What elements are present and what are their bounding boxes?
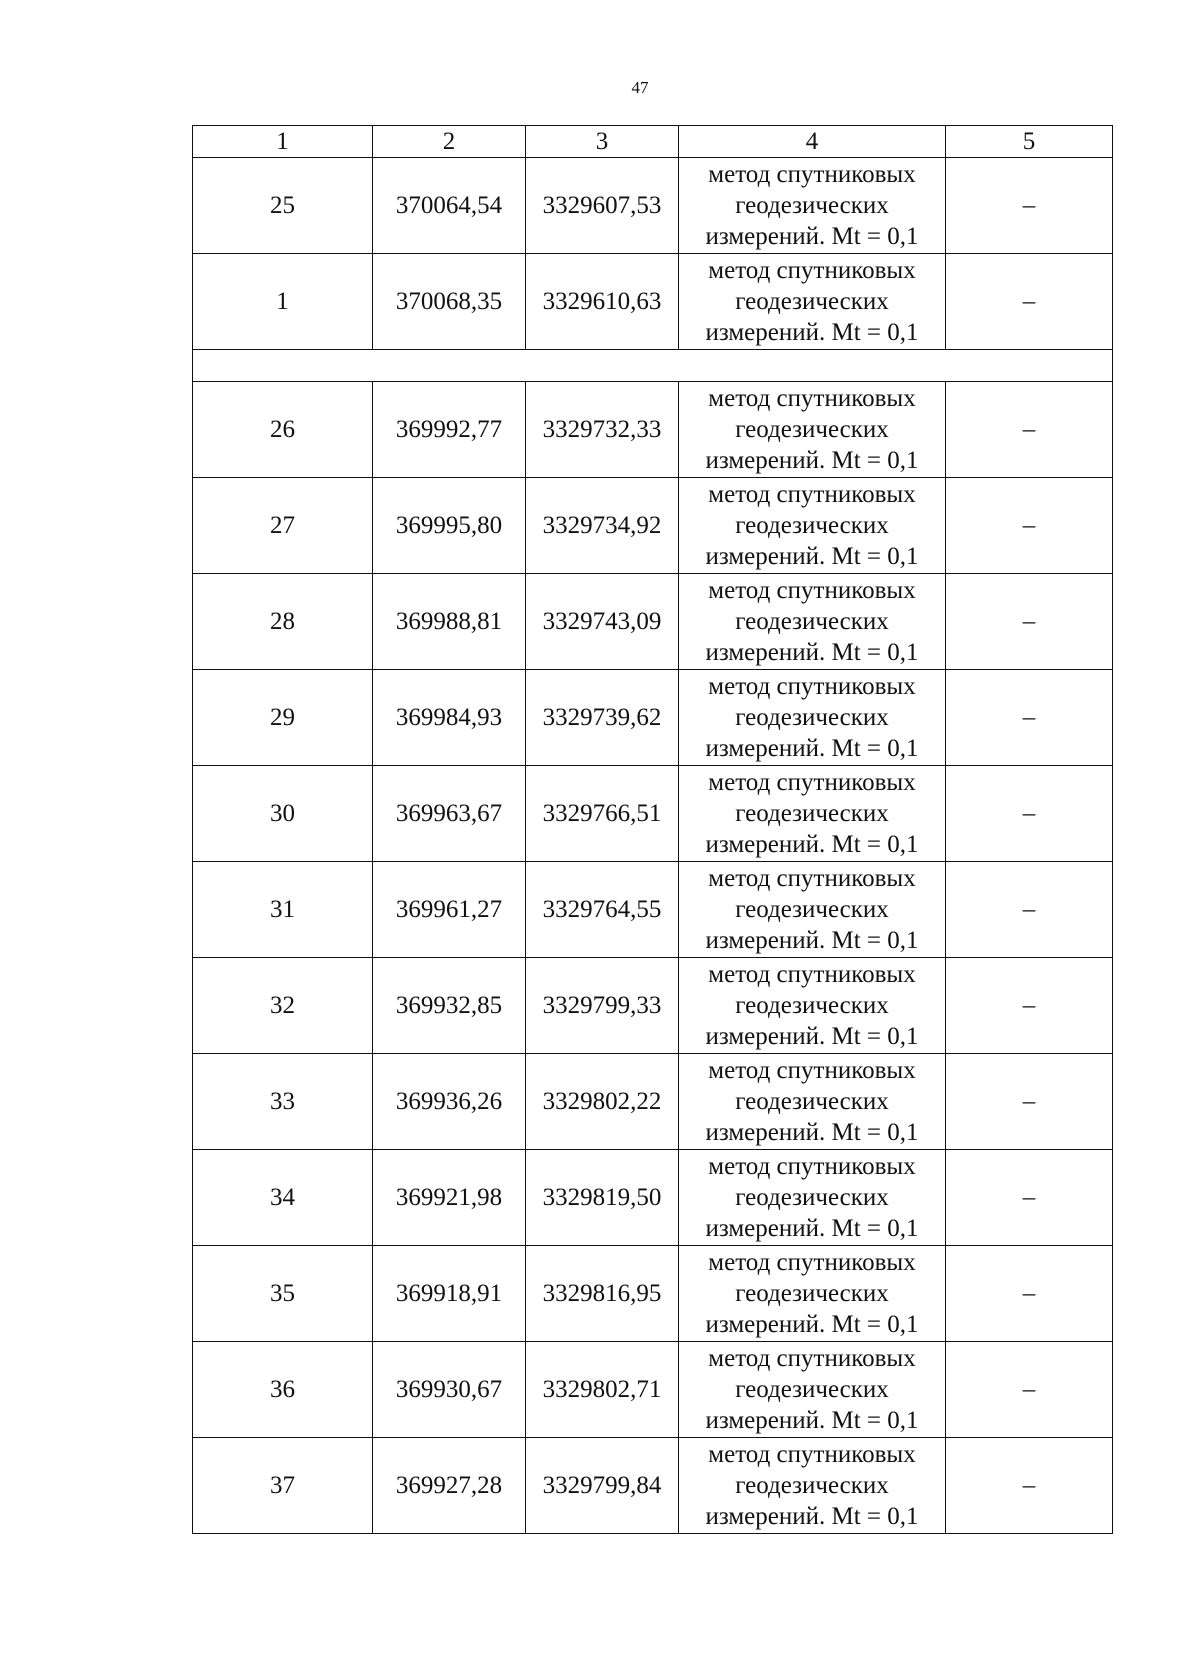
method-line: измерений. Mt = 0,1 (705, 831, 919, 858)
method-line: измерений. Mt = 0,1 (705, 543, 919, 570)
x-coordinate-cell: 369984,93 (373, 670, 526, 766)
x-coordinate-cell: 369963,67 (373, 766, 526, 862)
point-cell: 25 (193, 158, 373, 254)
method-line: измерений. Mt = 0,1 (705, 1119, 919, 1146)
page-number: 47 (631, 78, 649, 97)
coordinates-table (192, 125, 1113, 1534)
method-line: метод спутниковых (708, 673, 916, 700)
method-line: метод спутниковых (708, 1345, 916, 1372)
method-cell (679, 478, 946, 574)
x-coordinate-cell: 369918,91 (373, 1246, 526, 1342)
method-line: метод спутниковых (708, 385, 916, 412)
method-line: измерений. Mt = 0,1 (705, 223, 919, 250)
method-cell (679, 1246, 946, 1342)
y-coordinate-cell: 3329764,55 (526, 862, 679, 958)
y-coordinate-cell: 3329799,84 (526, 1438, 679, 1534)
header-cell-3: 3 (526, 126, 679, 158)
table-row (193, 1246, 1113, 1342)
method-cell (679, 1054, 946, 1150)
y-coordinate-cell: 3329802,22 (526, 1054, 679, 1150)
method-line: метод спутниковых (708, 257, 916, 284)
method-cell (679, 1150, 946, 1246)
table-row (193, 158, 1113, 254)
y-coordinate-cell: 3329766,51 (526, 766, 679, 862)
point-cell: 31 (193, 862, 373, 958)
x-coordinate-cell: 369988,81 (373, 574, 526, 670)
point-cell: 36 (193, 1342, 373, 1438)
method-cell (679, 670, 946, 766)
method-line: метод спутниковых (708, 961, 916, 988)
method-line: геодезических (735, 192, 889, 219)
method-cell (679, 254, 946, 350)
point-cell: 34 (193, 1150, 373, 1246)
point-cell: 32 (193, 958, 373, 1054)
method-line: измерений. Mt = 0,1 (705, 735, 919, 762)
note-cell: – (946, 1054, 1113, 1150)
y-coordinate-cell: 3329610,63 (526, 254, 679, 350)
table-row (193, 478, 1113, 574)
method-line: измерений. Mt = 0,1 (705, 1503, 919, 1530)
note-cell: – (946, 1246, 1113, 1342)
note-cell: – (946, 1150, 1113, 1246)
method-line: геодезических (735, 1088, 889, 1115)
header-row (193, 126, 1113, 158)
method-line: измерений. Mt = 0,1 (705, 639, 919, 666)
point-cell: 1 (193, 254, 373, 350)
method-line: метод спутниковых (708, 481, 916, 508)
x-coordinate-cell: 369927,28 (373, 1438, 526, 1534)
method-cell (679, 766, 946, 862)
method-line: геодезических (735, 992, 889, 1019)
method-line: метод спутниковых (708, 577, 916, 604)
separator-row (193, 350, 1113, 382)
point-cell: 29 (193, 670, 373, 766)
method-line: геодезических (735, 800, 889, 827)
method-cell (679, 862, 946, 958)
method-line: метод спутниковых (708, 865, 916, 892)
method-line: геодезических (735, 896, 889, 923)
header-cell-5: 5 (946, 126, 1113, 158)
y-coordinate-cell: 3329739,62 (526, 670, 679, 766)
point-cell: 30 (193, 766, 373, 862)
method-line: геодезических (735, 608, 889, 635)
separator-cell (193, 350, 1113, 382)
table-row (193, 766, 1113, 862)
y-coordinate-cell: 3329732,33 (526, 382, 679, 478)
note-cell: – (946, 958, 1113, 1054)
x-coordinate-cell: 369930,67 (373, 1342, 526, 1438)
method-line: измерений. Mt = 0,1 (705, 447, 919, 474)
x-coordinate-cell: 369936,26 (373, 1054, 526, 1150)
method-line: измерений. Mt = 0,1 (705, 1407, 919, 1434)
note-cell: – (946, 1438, 1113, 1534)
coordinates-table-body (193, 126, 1113, 1534)
x-coordinate-cell: 370068,35 (373, 254, 526, 350)
x-coordinate-cell: 370064,54 (373, 158, 526, 254)
method-line: геодезических (735, 512, 889, 539)
table-row (193, 574, 1113, 670)
x-coordinate-cell: 369995,80 (373, 478, 526, 574)
x-coordinate-cell: 369932,85 (373, 958, 526, 1054)
table-row (193, 1150, 1113, 1246)
method-line: геодезических (735, 704, 889, 731)
table-row (193, 1054, 1113, 1150)
method-line: измерений. Mt = 0,1 (705, 319, 919, 346)
note-cell: – (946, 1342, 1113, 1438)
y-coordinate-cell: 3329819,50 (526, 1150, 679, 1246)
note-cell: – (946, 158, 1113, 254)
header-cell-2: 2 (373, 126, 526, 158)
point-cell: 28 (193, 574, 373, 670)
point-cell: 37 (193, 1438, 373, 1534)
table-row (193, 382, 1113, 478)
point-cell: 35 (193, 1246, 373, 1342)
note-cell: – (946, 574, 1113, 670)
method-line: измерений. Mt = 0,1 (705, 1215, 919, 1242)
header-cell-4: 4 (679, 126, 946, 158)
note-cell: – (946, 862, 1113, 958)
table-row (193, 1438, 1113, 1534)
method-line: метод спутниковых (708, 769, 916, 796)
method-line: метод спутниковых (708, 1249, 916, 1276)
y-coordinate-cell: 3329799,33 (526, 958, 679, 1054)
method-line: метод спутниковых (708, 1441, 916, 1468)
method-line: метод спутниковых (708, 1153, 916, 1180)
method-line: геодезических (735, 1472, 889, 1499)
method-cell (679, 574, 946, 670)
y-coordinate-cell: 3329816,95 (526, 1246, 679, 1342)
method-line: геодезических (735, 288, 889, 315)
method-line: измерений. Mt = 0,1 (705, 927, 919, 954)
table-row (193, 958, 1113, 1054)
point-cell: 33 (193, 1054, 373, 1150)
y-coordinate-cell: 3329734,92 (526, 478, 679, 574)
y-coordinate-cell: 3329802,71 (526, 1342, 679, 1438)
note-cell: – (946, 254, 1113, 350)
method-line: геодезических (735, 1184, 889, 1211)
y-coordinate-cell: 3329607,53 (526, 158, 679, 254)
point-cell: 26 (193, 382, 373, 478)
x-coordinate-cell: 369921,98 (373, 1150, 526, 1246)
method-line: метод спутниковых (708, 161, 916, 188)
table-row (193, 1342, 1113, 1438)
method-line: геодезических (735, 1280, 889, 1307)
method-line: измерений. Mt = 0,1 (705, 1311, 919, 1338)
method-cell (679, 382, 946, 478)
y-coordinate-cell: 3329743,09 (526, 574, 679, 670)
note-cell: – (946, 382, 1113, 478)
method-line: измерений. Mt = 0,1 (705, 1023, 919, 1050)
x-coordinate-cell: 369961,27 (373, 862, 526, 958)
note-cell: – (946, 766, 1113, 862)
table-row (193, 862, 1113, 958)
x-coordinate-cell: 369992,77 (373, 382, 526, 478)
table-row (193, 254, 1113, 350)
method-cell (679, 958, 946, 1054)
method-line: геодезических (735, 416, 889, 443)
point-cell: 27 (193, 478, 373, 574)
note-cell: – (946, 478, 1113, 574)
method-line: геодезических (735, 1376, 889, 1403)
note-cell: – (946, 670, 1113, 766)
table-row (193, 670, 1113, 766)
method-cell (679, 158, 946, 254)
header-cell-1: 1 (193, 126, 373, 158)
method-cell (679, 1342, 946, 1438)
method-cell (679, 1438, 946, 1534)
method-line: метод спутниковых (708, 1057, 916, 1084)
